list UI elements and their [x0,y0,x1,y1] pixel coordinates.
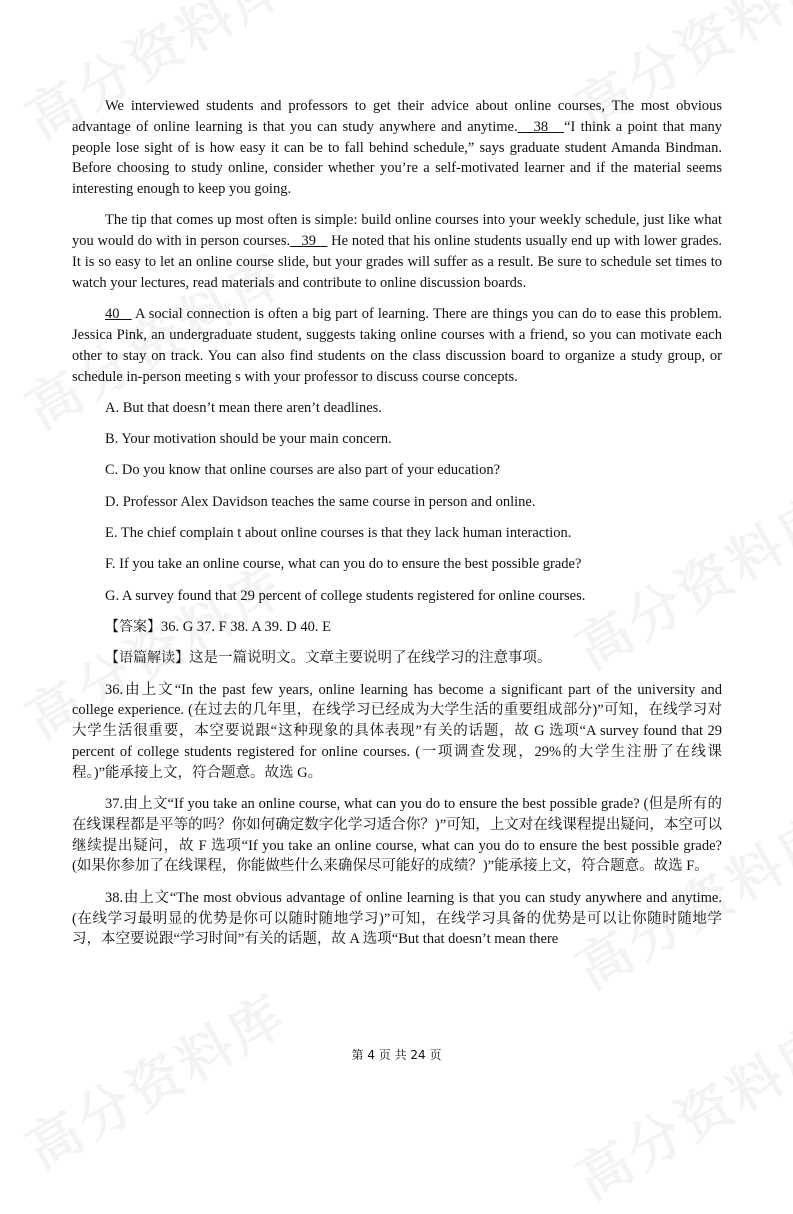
watermark [10,973,300,1185]
paragraph-text: The tip that comes up most often is simple: build online courses into your weekly schedule, just like what you would do with in person courses. [72,212,722,250]
page-content [72,96,722,961]
blank-38: 38 [517,118,565,135]
options-list [72,398,722,607]
reading-label: 【语篇解读】 [105,650,189,667]
option-g: G. A survey found that 29 percent of college students registered for online courses. [105,587,586,604]
option-c: C. Do you know that online courses are also part of your education? [105,462,501,479]
paragraph-text: He noted that his online students usually end up with lower grades. It is so easy to let an online course slide, but your grades will suffer as a result. Be sure to schedule set times to watch your lectures, read materials and contribute to online discussion boards. [72,233,723,291]
watermark [560,1003,793,1214]
option-a: A. But that doesn’t mean there aren’t deadlines. [105,399,382,416]
option-e: E. The chief complain t about online courses is that they lack human interaction. [105,525,572,542]
page-footer: 第 4 页 共 24 页 [351,1048,442,1062]
explanation-36: 36.由上文“In the past few years, online learning has become a significant part of the university and college experience. (在过去的几年里，在线学习已经成为大学生活的重要组成部分)”可知，在线学习对大学生活很重要，本空要说跟“这种现象的具体表现”有关的话题，故 G 选项“A survey found that 29 percent of college students registered for online courses. (一项调查发现，29%的大学生注册了在线课程。)”能承接上文，符合题意。故选 G。 [72,681,722,781]
paragraph-text: A social connection is often a big part of learning. There are things you can do to ease this problem. Jessica Pink, an undergraduate student, suggests taking online courses with a friend, so you can motivate each other to stay on track. You can also find students on the class discussion board to organize a study group, or schedule in-person meeting s with your professor to discuss course concepts. [72,306,723,385]
reading-summary [105,648,722,669]
passage-paragraph-2 [72,210,722,293]
option-b: B. Your motivation should be your main concern. [105,431,392,448]
passage-paragraph-3 [72,304,722,387]
passage-paragraph-1 [72,96,722,200]
answer-key [105,617,722,638]
answer-text: 36. G 37. F 38. A 39. D 40. E [161,618,331,635]
blank-39: 39 [290,233,328,250]
explanation-37: 37.由上文“If you take an online course, what can you do to ensure the best possible grade? (但是所有的在线课程都是平等的吗？你如何确定数字化学习适合你？)”可知，上文对在线课程提出疑问，本空可以继续提出疑问，故 F 选项“If you take an online course, what can you do to ensure the best possible grade? (如果你参加了在线课程，你能做些什么来确保尽可能好的成绩？)”能承接上文，符合题意。故选 F。 [72,796,722,875]
paragraph-text: “I think a point that many people lose sight of is how easy it can be to fall behind schedule,” says graduate student Amanda Bindman. Before choosing to study online, consider whether you’re a self-motivated learner and if the material seems interesting enough to keep you going. [72,118,723,198]
option-f: F. If you take an online course, what can you do to ensure the best possible grade? [105,556,582,573]
paragraph-text: We interviewed students and professors to get their advice about online courses, The most obvious advantage of online learning is that you can study anywhere and anytime. [72,98,722,135]
option-d: D. Professor Alex Davidson teaches the same course in person and online. [105,493,536,510]
blank-40: 40 [105,306,132,323]
answer-label: 【答案】 [105,618,161,635]
reading-text: 这是一篇说明文。文章主要说明了在线学习的注意事项。 [189,650,552,667]
explanation-38: 38.由上文“The most obvious advantage of online learning is that you can study anywhere and anytime. (在线学习最明显的优势是你可以随时随地学习)”可知，在线学习具备的优势是可以让你随时随地学习，本空要说跟“学习时间”有关的话题，故 A 选项“But that doesn’t mean there [72,889,722,948]
